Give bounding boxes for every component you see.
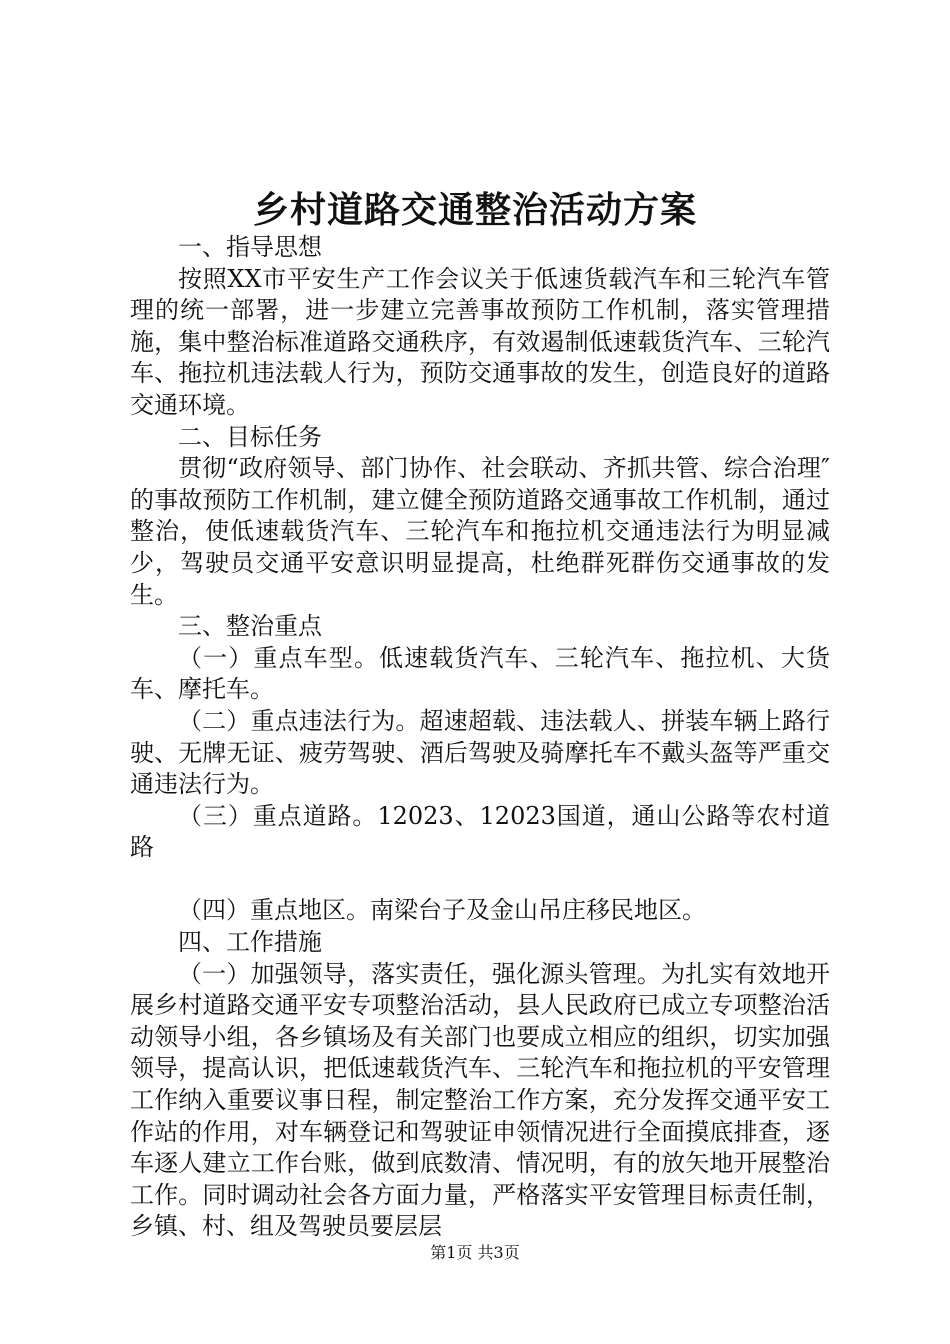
section-heading-focus: 三、整治重点 xyxy=(178,612,322,641)
document-body xyxy=(130,232,830,1243)
page-number-footer: 第1页 共3页 xyxy=(430,1243,520,1262)
paragraph-focus-roads: （三）重点道路。12023、12023国道，通山公路等农村道路 xyxy=(130,801,830,862)
section-heading-measures: 四、工作措施 xyxy=(178,928,322,957)
paragraph-focus-areas: （四）重点地区。南梁台子及金山吊庄移民地区。 xyxy=(178,896,706,925)
paragraph-focus-vehicles: （一）重点车型。低速载货汽车、三轮汽车、拖拉机、大货车、摩托车。 xyxy=(130,643,830,704)
paragraph-measures-leadership: （一）加强领导，落实责任，强化源头管理。为扎实有效地开展乡村道路交通平安专项整治活动，县人民政府已成立专项整治活动领导小组，各乡镇场及有关部门也要成立相应的组织，切实加强领导，提高认识，把低速载货汽车、三轮汽车和拖拉机的平安管理工作纳入重要议事日程，制定整治工作方案，充分发挥交通平安工作站的作用，对车辆登记和驾驶证申领情况进行全面摸底排查，逐车逐人建立工作台账，做到底数清、情况明，有的放矢地开展整治工作。同时调动社会各方面力量，严格落实平安管理目标责任制，乡镇、村、组及驾驶员要层层 xyxy=(130,959,830,1241)
section-heading-goals: 二、目标任务 xyxy=(178,422,322,451)
document-title: 乡村道路交通整治活动方案 xyxy=(252,189,697,231)
paragraph-guiding-thought: 按照XX市平安生产工作会议关于低速货载汽车和三轮汽车管理的统一部署，进一步建立完善事故预防工作机制，落实管理措施，集中整治标准道路交通秩序，有效遏制低速载货汽车、三轮汽车、拖拉机违法载人行为，预防交通事故的发生，创造良好的道路交通环境。 xyxy=(130,264,830,419)
paragraph-focus-violations: （二）重点违法行为。超速超载、违法载人、拼装车辆上路行驶、无牌无证、疲劳驾驶、酒后驾驶及骑摩托车不戴头盔等严重交通违法行为。 xyxy=(130,706,830,799)
section-heading-guiding-thought: 一、指导思想 xyxy=(178,233,322,261)
paragraph-goals: 贯彻“政府领导、部门协作、社会联动、齐抓共管、综合治理″的事故预防工作机制，建立健全预防道路交通事故工作机制，通过整治，使低速载货汽车、三轮汽车和拖拉机交通违法行为明显减少，驾驶员交通平安意识明显提高，杜绝群死群伤交通事故的发生。 xyxy=(130,454,830,609)
